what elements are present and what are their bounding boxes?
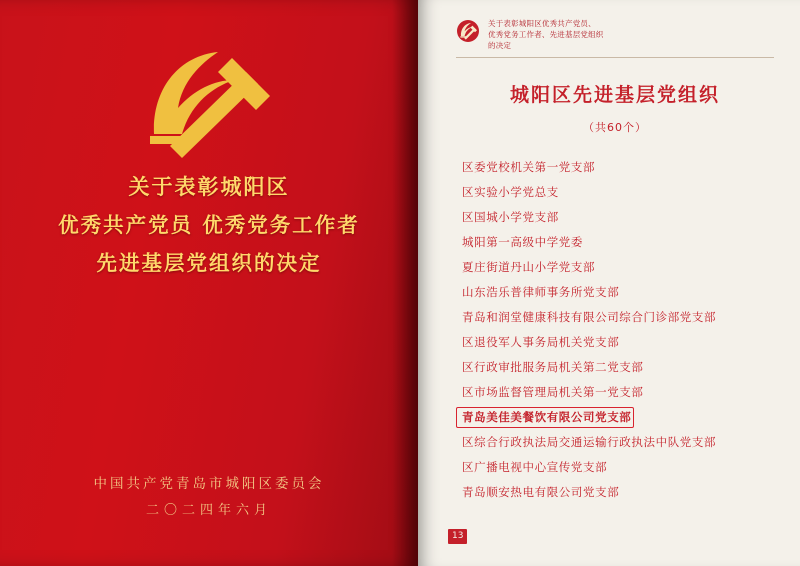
list-item: 区市场监督管理局机关第一党支部: [462, 385, 644, 399]
page-number: 13: [448, 529, 467, 544]
list-item-highlighted: 青岛美佳美餐饮有限公司党支部: [456, 405, 774, 430]
list-item: 青岛顺安热电有限公司党支部: [462, 485, 620, 499]
list-item: 区综合行政执法局交通运输行政执法中队党支部: [462, 435, 717, 449]
organization-list: [456, 155, 774, 505]
page-header-text: [488, 18, 604, 51]
list-item: 区实验小学党总支: [462, 185, 559, 199]
list-item: 区退役军人事务局机关党支部: [462, 335, 620, 349]
cover-footer: [0, 470, 418, 524]
hammer-and-sickle-icon: [134, 38, 284, 158]
page-header: [456, 18, 774, 58]
cover-title: [0, 168, 418, 282]
page-title: 城阳区先进基层党组织: [509, 84, 720, 106]
content-page: [418, 0, 800, 566]
list-item: 区委党校机关第一党支部: [462, 160, 596, 174]
list-item: 区广播电视中心宣传党支部: [462, 460, 608, 474]
cover-title-line-3: 先进基层党组织的决定: [96, 251, 322, 275]
party-emblem-icon: [456, 19, 480, 43]
cover-issuer: 中国共产党青岛市城阳区委员会: [93, 476, 325, 492]
list-item: 夏庄街道丹山小学党支部: [462, 260, 596, 274]
cover-title-line-2: 优秀共产党员 优秀党务工作者: [58, 213, 360, 237]
page-header-line-1: 关于表彰城阳区优秀共产党员、: [488, 19, 596, 28]
list-item: 城阳第一高级中学党委: [462, 235, 583, 249]
list-item: 山东浩乐普律师事务所党支部: [462, 285, 620, 299]
page-subtitle: （共60个）: [583, 121, 647, 134]
page-header-line-3: 的决定: [488, 41, 512, 50]
cover-date: 二〇二四年六月: [145, 503, 272, 518]
list-item: 区国城小学党支部: [462, 210, 559, 224]
list-item: 青岛和润堂健康科技有限公司综合门诊部党支部: [462, 310, 717, 324]
page-header-line-2: 优秀党务工作者、先进基层党组织: [488, 30, 604, 39]
cover-title-line-1: 关于表彰城阳区: [128, 175, 290, 199]
list-item: 区行政审批服务局机关第二党支部: [462, 360, 644, 374]
